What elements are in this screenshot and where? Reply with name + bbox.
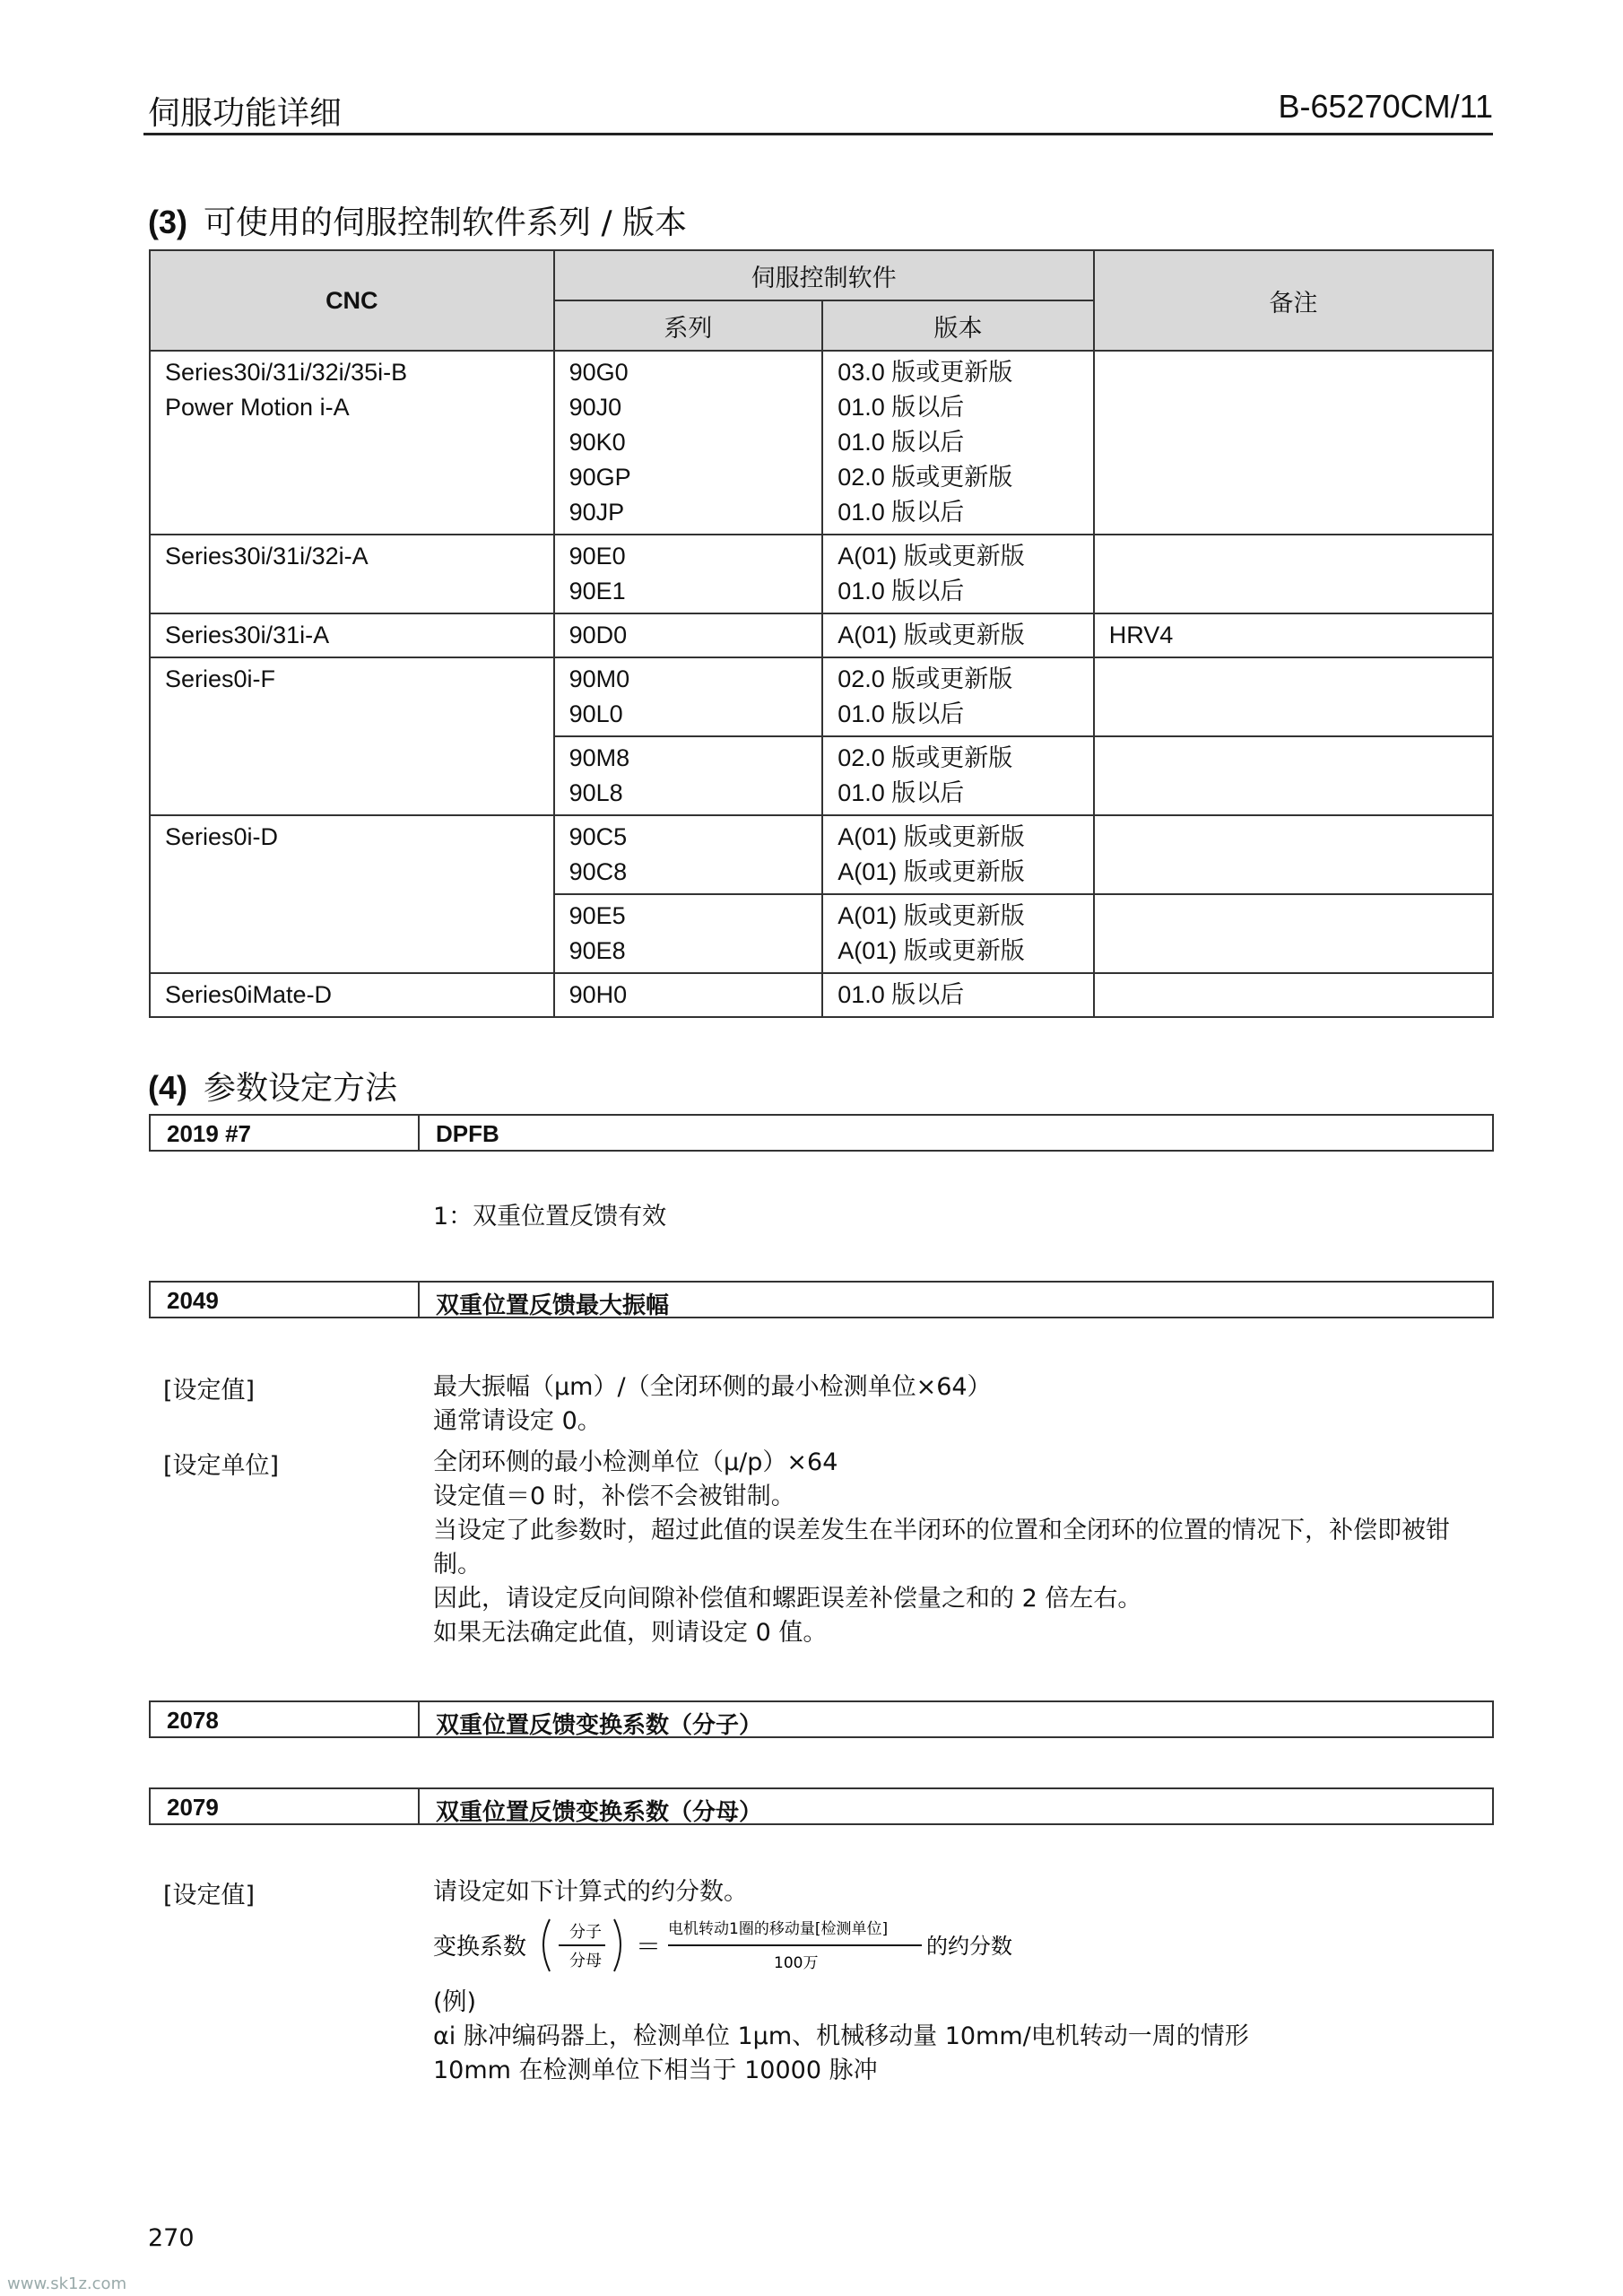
param-2049-box bbox=[149, 1281, 1494, 1318]
remark-cell bbox=[1094, 736, 1493, 815]
col-header-software: 伺服控制软件 bbox=[554, 250, 1094, 300]
example-text: αi 脉冲编码器上，检测单位 1μm、机械移动量 10mm/电机转动一周的情形 10mm 在检测单位下相当于 10000 脉冲 bbox=[433, 2022, 1249, 2084]
series-cell: 90E5 90E8 bbox=[554, 894, 823, 973]
version-cell: A(01) 版或更新版 A(01) 版或更新版 bbox=[822, 815, 1094, 894]
version-cell: A(01) 版或更新版 01.0 版以后 bbox=[822, 535, 1094, 613]
section-4-title: 参数设定方法 bbox=[204, 1070, 398, 1107]
formula-rhs-bottom: 100万 bbox=[774, 1954, 819, 1972]
col-header-version: 版本 bbox=[822, 300, 1094, 351]
version-cell: A(01) 版或更新版 A(01) 版或更新版 bbox=[822, 894, 1094, 973]
remark-cell bbox=[1094, 815, 1493, 894]
setting-unit-label: [设定单位] bbox=[163, 1452, 280, 1480]
setting-unit-text: 全闭环侧的最小检测单位（μ/p）×64 设定值＝0 时，补偿不会被钳制。 当设定了此参数时，超过此值的误差发生在半闭环的位置和全闭环的位置的情况下，补偿即被钳 制。 因此，请设定反向间隙补偿值和螺距误差补偿量之和的 2 倍左右。 如果无法确定此值，则请设定 0 值。 bbox=[433, 1448, 1450, 1647]
section-4-number: (4) bbox=[148, 1069, 187, 1106]
formula-numerator: 分子 bbox=[569, 1923, 602, 1942]
cnc-cell: Series0i-D bbox=[150, 815, 554, 973]
param-name: 双重位置反馈变换系数（分子） bbox=[436, 1711, 763, 1738]
table-row bbox=[150, 613, 1493, 657]
param-2079-box bbox=[149, 1787, 1494, 1825]
setting-value-text: 最大振幅（μm）/（全闭环侧的最小检测单位×64） 通常请设定 0。 bbox=[433, 1373, 992, 1435]
table-row bbox=[150, 815, 1493, 894]
version-cell: 02.0 版或更新版 01.0 版以后 bbox=[822, 657, 1094, 736]
right-paren bbox=[614, 1919, 621, 1971]
formula-intro: 请设定如下计算式的约分数。 bbox=[433, 1878, 748, 1906]
version-cell: A(01) 版或更新版 bbox=[822, 613, 1094, 657]
table-row bbox=[150, 535, 1493, 613]
left-paren bbox=[543, 1919, 550, 1971]
remark-cell bbox=[1094, 351, 1493, 535]
remark-cell bbox=[1094, 894, 1493, 973]
formula-denominator: 分母 bbox=[569, 1952, 602, 1970]
example-label: (例) bbox=[433, 1988, 477, 2016]
version-cell: 03.0 版或更新版 01.0 版以后 01.0 版以后 02.0 版或更新版 01.0 版以后 bbox=[822, 351, 1094, 535]
section-4-heading bbox=[148, 1063, 397, 1109]
table-row bbox=[150, 973, 1493, 1017]
conversion-formula bbox=[433, 1909, 1061, 1980]
section-3-heading bbox=[148, 197, 687, 243]
version-cell: 01.0 版以后 bbox=[822, 973, 1094, 1017]
series-cell: 90H0 bbox=[554, 973, 823, 1017]
param-2019-box bbox=[149, 1114, 1494, 1152]
param-number: 2079 bbox=[167, 1794, 219, 1821]
document-code: B-65270CM/11 bbox=[1278, 88, 1493, 125]
cnc-cell: Series30i/31i/32i/35i-B Power Motion i-A bbox=[150, 351, 554, 535]
series-cell: 90E0 90E1 bbox=[554, 535, 823, 613]
header-divider bbox=[143, 133, 1493, 135]
col-header-cnc: CNC bbox=[150, 250, 554, 351]
cnc-cell: Series0i-F bbox=[150, 657, 554, 815]
param-2078-box bbox=[149, 1700, 1494, 1738]
version-cell: 02.0 版或更新版 01.0 版以后 bbox=[822, 736, 1094, 815]
section-3-title: 可使用的伺服控制软件系列 / 版本 bbox=[204, 204, 688, 241]
param-number: 2049 bbox=[167, 1287, 219, 1314]
series-cell: 90M0 90L0 bbox=[554, 657, 823, 736]
remark-cell bbox=[1094, 535, 1493, 613]
series-cell: 90M8 90L8 bbox=[554, 736, 823, 815]
cnc-cell: Series0iMate-D bbox=[150, 973, 554, 1017]
param-name: DPFB bbox=[436, 1120, 499, 1147]
param-number: 2019 #7 bbox=[167, 1120, 251, 1147]
series-cell: 90D0 bbox=[554, 613, 823, 657]
page-number: 270 bbox=[148, 2224, 195, 2252]
series-cell: 90G0 90J0 90K0 90GP 90JP bbox=[554, 351, 823, 535]
formula-lhs: 变换系数 bbox=[433, 1934, 527, 1961]
cnc-cell: Series30i/31i/32i-A bbox=[150, 535, 554, 613]
setting-value-label: [设定值] bbox=[163, 1882, 256, 1909]
table-row bbox=[150, 351, 1493, 535]
param-name: 双重位置反馈变换系数（分母） bbox=[436, 1798, 763, 1825]
formula-rhs-top: 电机转动1圈的移动量[检测单位] bbox=[668, 1920, 889, 1938]
remark-cell: HRV4 bbox=[1094, 613, 1493, 657]
param-2019-description: 1：双重位置反馈有效 bbox=[433, 1203, 667, 1231]
cnc-cell: Series30i/31i-A bbox=[150, 613, 554, 657]
setting-value-label: [设定值] bbox=[163, 1377, 256, 1405]
table-row bbox=[150, 657, 1493, 736]
header-title: 伺服功能详细 bbox=[148, 95, 343, 132]
formula-equals: ＝ bbox=[636, 1932, 662, 1961]
remark-cell bbox=[1094, 973, 1493, 1017]
software-version-table bbox=[149, 249, 1494, 1018]
series-cell: 90C5 90C8 bbox=[554, 815, 823, 894]
col-header-series: 系列 bbox=[554, 300, 823, 351]
section-3-number: (3) bbox=[148, 204, 187, 240]
param-name: 双重位置反馈最大振幅 bbox=[436, 1292, 670, 1318]
remark-cell bbox=[1094, 657, 1493, 736]
formula-tail: 的约分数 bbox=[926, 1934, 1012, 1959]
watermark: www.sk1z.com bbox=[7, 2274, 127, 2293]
param-number: 2078 bbox=[167, 1707, 219, 1734]
col-header-remark: 备注 bbox=[1094, 250, 1493, 351]
